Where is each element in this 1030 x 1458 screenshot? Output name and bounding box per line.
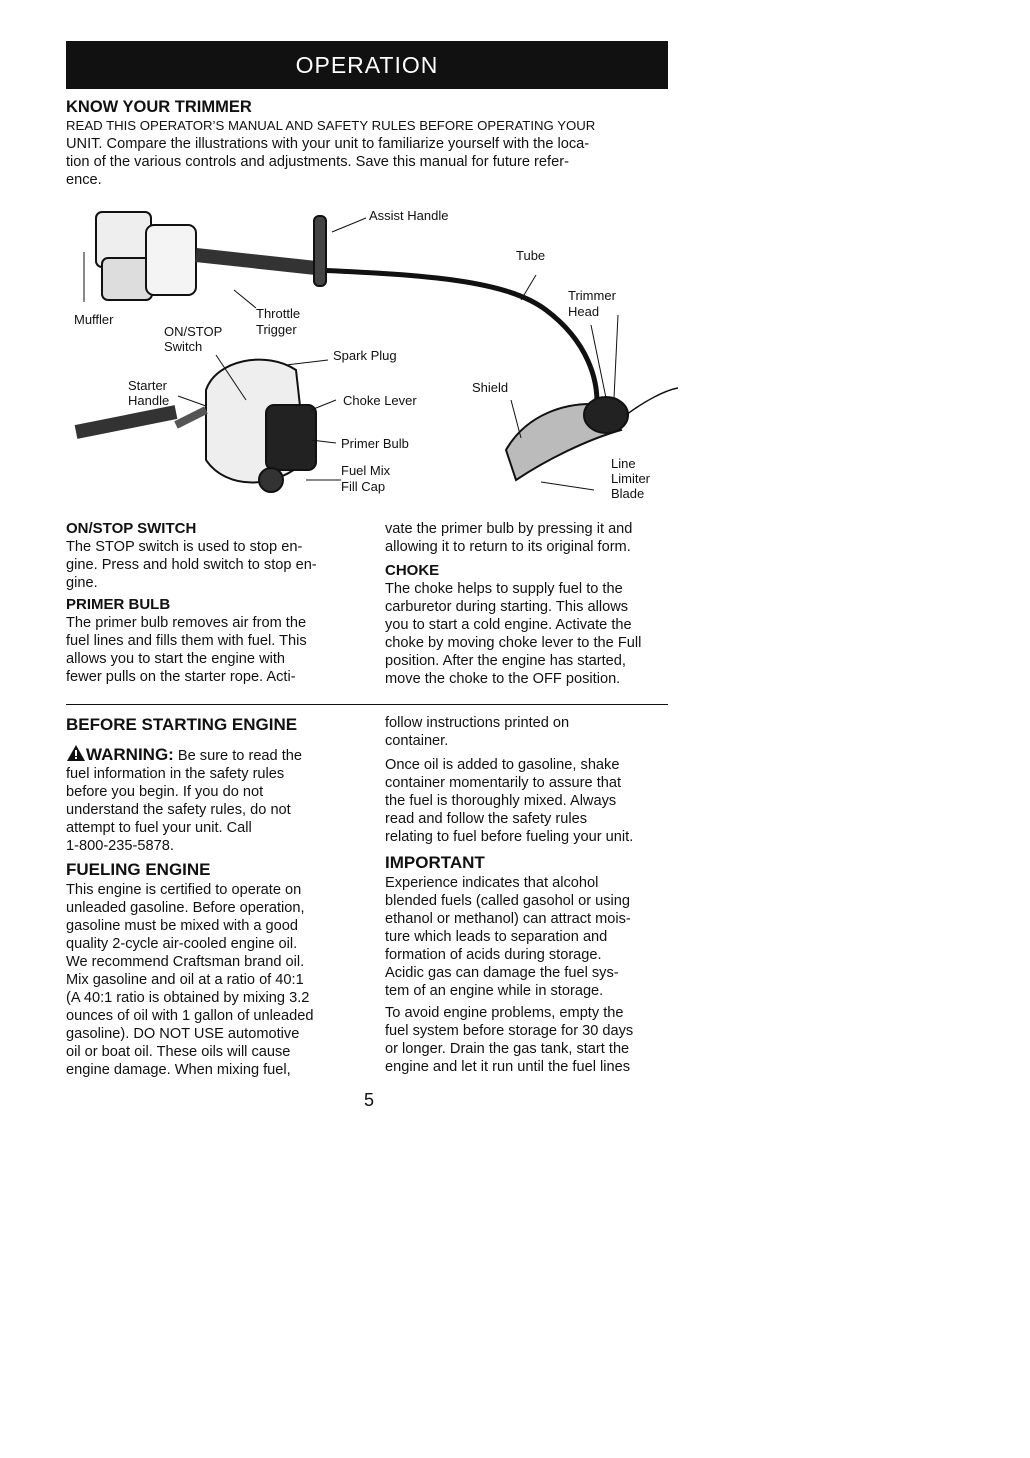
label-shield: Shield <box>472 380 509 395</box>
left-column-upper <box>66 520 356 686</box>
banner-title: OPERATION <box>295 51 439 78</box>
know-intro-line1: READ THIS OPERATOR’S MANUAL AND SAFETY RULES BEFORE OPERATING YOUR <box>66 118 596 133</box>
warning-word: WARNING: <box>86 745 174 764</box>
label-line-limiter-blade: Line Limiter Blade <box>611 456 651 501</box>
know-heading: KNOW YOUR TRIMMER <box>66 98 252 116</box>
label-fuel-mix-fill-cap: Fuel Mix Fill Cap <box>341 463 391 494</box>
page-number: 5 <box>364 1090 375 1110</box>
right-column-lower <box>385 714 675 1076</box>
know-intro-body: UNIT. Compare the illustrations with your unit to familiarize yourself with the loca- tion of the various controls and adjustments. Save this manual for future refer- ence. <box>66 136 590 188</box>
trimmer-diagram <box>66 200 686 510</box>
label-choke-lever: Choke Lever <box>343 393 417 408</box>
fueling-continued: follow instructions printed on container. <box>385 715 570 749</box>
label-spark-plug: Spark Plug <box>333 348 397 363</box>
primer-body: The primer bulb removes air from the fuel lines and fills them with fuel. This allows you to start the engine with fewer pulls on the starter rope. Acti- <box>66 615 307 685</box>
primer-heading: PRIMER BULB <box>66 596 171 613</box>
primer-continued: vate the primer bulb by pressing it and allowing it to return to its original form. <box>385 521 633 555</box>
label-starter-handle: Starter Handle <box>128 378 170 408</box>
choke-heading: CHOKE <box>385 562 440 579</box>
fueling-heading: FUELING ENGINE <box>66 860 211 879</box>
section-banner <box>66 41 668 89</box>
section-divider <box>66 704 668 705</box>
fueling-body: This engine is certified to operate on unleaded gasoline. Before operation, gasoline must be mixed with a good quality 2-cycle air-cooled engine oil. We recommend Craftsman brand oil. Mix gasoline and oil at a ratio of 40:1 (A 40:1 ratio is obtained by mixing 3.2 ounces of oil with 1 gallon of unleaded gasoline). DO NOT USE automotive oil or boat oil. These oils will cause engine damage. When mixing fuel, <box>66 882 314 1078</box>
warning-body: fuel information in the safety rules before you begin. If you do not understand the safety rules, do not attempt to fuel your unit. Call 1-800-235-5878. <box>66 766 291 854</box>
right-column-upper <box>385 520 675 688</box>
warning-first: Be sure to read the <box>173 748 303 764</box>
know-your-trimmer-section <box>66 97 668 189</box>
important-body: Experience indicates that alcohol blended fuels (called gasohol or using ethanol or methanol) can attract mois- ture which leads to separation and formation of acids during storage. Acidic gas can damage the fuel sys- tem of an engine while in storage. <box>385 875 631 999</box>
label-muffler: Muffler <box>74 312 114 327</box>
warning-line <box>66 744 356 765</box>
avoid-body: To avoid engine problems, empty the fuel system before storage for 30 days or longer. Drain the gas tank, start the engine and let it run until the fuel lines <box>385 1005 634 1075</box>
label-on-stop-switch: ON/STOP Switch <box>164 324 223 354</box>
important-heading: IMPORTANT <box>385 853 485 872</box>
label-trimmer-head: Trimmer Head <box>568 288 616 319</box>
once-oil-body: Once oil is added to gasoline, shake container momentarily to assure that the fuel is thoroughly mixed. Always read and follow the safety rules relating to fuel before fueling your unit. <box>385 757 634 845</box>
choke-body: The choke helps to supply fuel to the carburetor during starting. This allows you to start a cold engine. Activate the choke by moving choke lever to the Full position. After the engine has started, move the choke to the OFF position. <box>385 581 642 687</box>
label-primer-bulb: Primer Bulb <box>341 436 409 451</box>
left-column-lower <box>66 714 356 1079</box>
label-tube: Tube <box>516 248 546 263</box>
onstop-body: The STOP switch is used to stop en- gine. Press and hold switch to stop en- gine. <box>66 539 317 591</box>
engine-closeup <box>76 360 316 492</box>
before-starting-heading: BEFORE STARTING ENGINE <box>66 715 298 734</box>
label-assist-handle: Assist Handle <box>369 208 449 223</box>
label-throttle-trigger: Throttle Trigger <box>256 306 301 337</box>
onstop-heading: ON/STOP SWITCH <box>66 520 197 537</box>
warning-triangle-icon <box>66 744 86 762</box>
